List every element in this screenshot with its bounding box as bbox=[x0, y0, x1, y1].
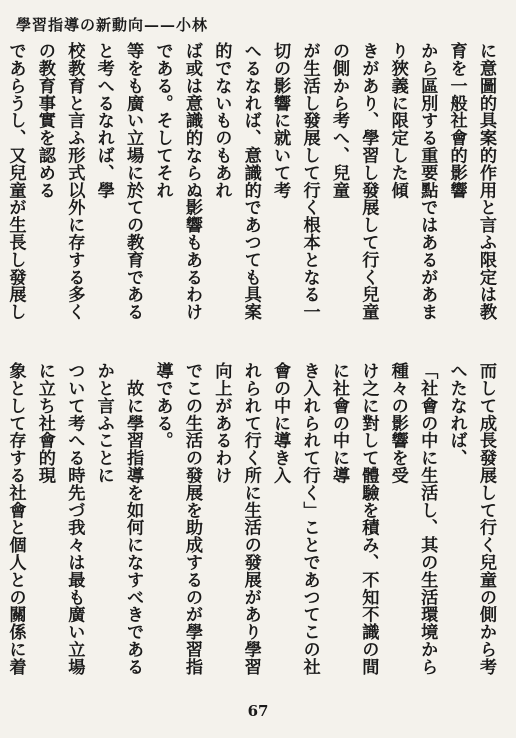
running-header: 學習指導の新動向——小林 bbox=[16, 16, 209, 34]
page-number: 67 bbox=[247, 702, 269, 720]
body-text-upper-block: に意圖的具案的作用と言ふ限定は教育を一般社會的影響 から區別する重要點ではあるがあまり狹義に限定した傾 きがあり、學習し發展して行く兒童の側から考へ、兒童 が生活し發展して行く根本となる一切の影響に就いて考 へるなれば、意識的であつても具案的でないものもあれ ば或は意識的ならぬ影響もあるわけである。そしてそれ 等をも廣い立場に於ての教育であると考へるなれば、學 校教育と言ふ形式以外に存する多くの教育事實を認める であらうし、又兒童が生長し發展し bbox=[5, 42, 496, 321]
body-text-lower-block: 而して成長發展して行く兒童の側から考へたなれば、 「社會の中に生活し、其の生活環境から種々の影響を受 け之に對して體驗を積み、不知不識の間に社會の中に導 き入れられて行く」ことであつてこの社會の中に導き入 れられて行く所に生活の發展があり學習向上があるわけ でこの生活の發展を助成するのが學習指導である。 故に學習指導を如何になすべきであるかと言ふことに ついて考へる時先づ我々は最も廣い立場に立ち社會的現 象として存する社會と個人との關係に着 bbox=[5, 362, 496, 676]
